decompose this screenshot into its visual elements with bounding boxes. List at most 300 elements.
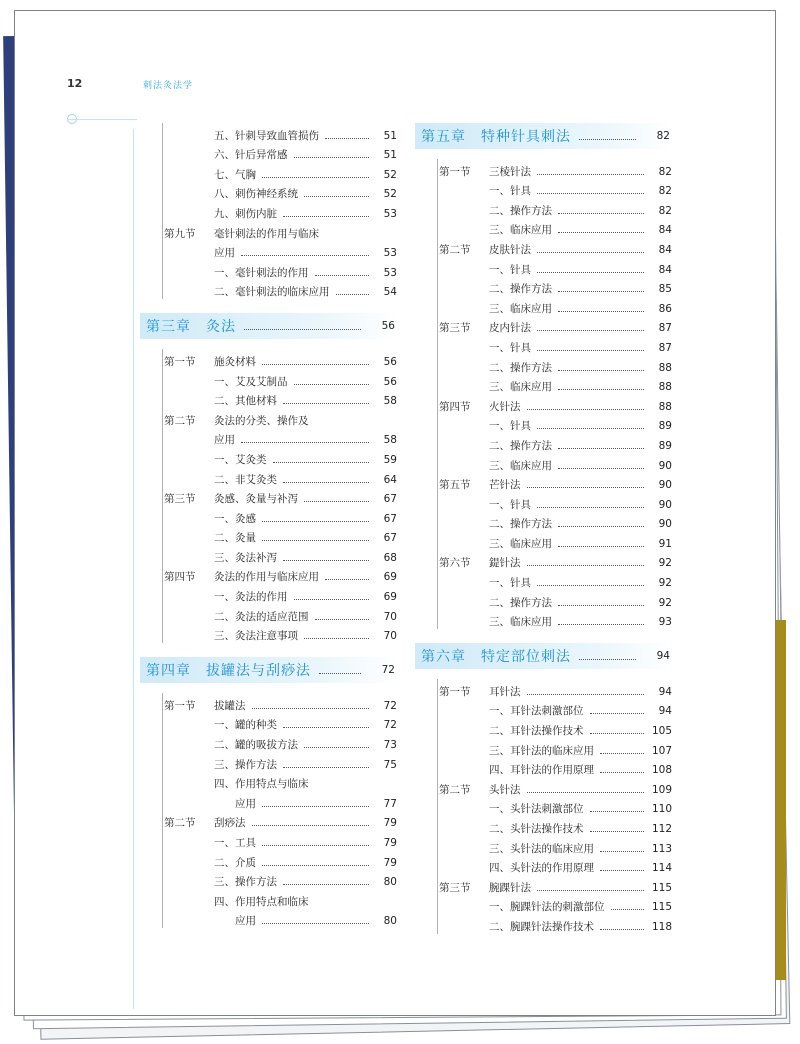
dot-leader [304, 746, 369, 748]
dot-leader [283, 726, 369, 728]
toc-item-entry[interactable] [164, 447, 397, 467]
toc-item-entry[interactable] [439, 198, 672, 218]
toc-section-entry[interactable] [439, 159, 672, 179]
dot-leader [262, 363, 369, 365]
dot-leader [319, 672, 361, 674]
dot-leader [579, 138, 636, 140]
dot-leader [325, 578, 369, 580]
entry-page: 88 [658, 361, 672, 374]
entry-page: 114 [651, 862, 672, 875]
dot-leader [325, 137, 369, 139]
entry-title: 三、灸法补泻 [214, 551, 277, 564]
chapter-page: 56 [381, 320, 395, 333]
toc-item-entry[interactable] [439, 414, 672, 434]
entry-page: 84 [658, 224, 672, 237]
entry-page: 52 [383, 168, 397, 181]
chapter-title: 第五章 特种针具刺法 [421, 129, 571, 145]
entry-title: 拔罐法 [214, 699, 246, 712]
dot-leader [283, 559, 369, 561]
toc-item-entry[interactable] [439, 355, 672, 375]
toc-item-entry[interactable] [164, 889, 397, 909]
toc-section-entry[interactable] [164, 349, 397, 369]
entry-title: 应用 [214, 434, 235, 447]
entry-title: 八、刺伤神经系统 [214, 188, 298, 201]
dot-leader [241, 441, 369, 443]
entry-page: 91 [658, 537, 672, 550]
entry-page: 53 [383, 247, 397, 260]
entry-title: 皮内针法 [489, 322, 531, 335]
toc-section-entry[interactable] [439, 551, 672, 571]
entry-title: 一、艾及艾制品 [214, 375, 288, 388]
entry-page: 82 [658, 165, 672, 178]
toc-item-entry[interactable] [164, 182, 397, 202]
entry-page: 68 [383, 551, 397, 564]
entry-page: 58 [383, 395, 397, 408]
dot-leader [537, 349, 644, 351]
dot-leader [579, 658, 636, 660]
section-number: 第二节 [439, 783, 471, 796]
entry-title: 二、耳针法操作技术 [489, 725, 584, 738]
entry-page: 51 [383, 149, 397, 162]
toc-section-entry[interactable] [164, 408, 397, 428]
entry-title: 头针法 [489, 783, 521, 796]
toc-item-entry[interactable] [439, 257, 672, 277]
toc-item-entry[interactable] [164, 123, 397, 143]
toc-item-entry[interactable] [164, 526, 397, 546]
entry-page: 118 [651, 920, 672, 933]
dot-leader [600, 771, 644, 773]
dot-leader [262, 176, 369, 178]
section-number: 第二节 [164, 817, 196, 830]
dot-leader [558, 623, 644, 625]
entry-page: 115 [651, 881, 672, 894]
toc-item-entry[interactable] [164, 280, 397, 300]
entry-title: 二、操作方法 [489, 283, 552, 296]
section-number: 第四节 [164, 571, 196, 584]
entry-title: 四、耳针法的作用原理 [489, 764, 594, 777]
toc-item-entry[interactable] [164, 506, 397, 526]
entry-title: 灸法的作用与临床应用 [214, 571, 319, 584]
entry-title: 三、临床应用 [489, 302, 552, 315]
entry-page: 73 [383, 739, 397, 752]
dot-leader [600, 869, 644, 871]
toc-item-entry[interactable] [439, 296, 672, 316]
entry-title: 二、腕踝针法操作技术 [489, 920, 594, 933]
dot-leader [527, 791, 645, 793]
toc-section-entry[interactable] [164, 221, 397, 241]
dot-leader [558, 369, 644, 371]
entry-page: 112 [651, 823, 672, 835]
chapter-title: 第四章 拔罐法与刮痧法 [146, 663, 311, 680]
entry-title: 二、罐的吸拔方法 [214, 739, 298, 752]
entry-page: 70 [383, 630, 397, 643]
entry-title: 七、气胸 [214, 168, 256, 181]
entry-page: 69 [383, 571, 397, 584]
dot-leader [262, 520, 369, 522]
dot-leader [283, 215, 369, 217]
toc-item-entry[interactable] [164, 830, 397, 850]
entry-title: 二、非艾灸类 [214, 473, 277, 486]
entry-page: 67 [383, 493, 397, 506]
toc-item-entry[interactable] [439, 375, 672, 395]
toc-item-entry[interactable] [164, 850, 397, 870]
entry-title: 火针法 [489, 400, 521, 413]
toc-item-entry[interactable] [439, 512, 672, 532]
dot-leader [558, 604, 644, 606]
dot-leader [262, 539, 369, 541]
dot-leader [315, 786, 370, 787]
toc-item-entry[interactable] [164, 143, 397, 163]
entry-page: 89 [658, 420, 672, 433]
decorative-rule [133, 129, 134, 1009]
toc-item-entry[interactable] [164, 604, 397, 624]
entry-page: 88 [658, 400, 672, 413]
toc-section-entry[interactable] [164, 693, 397, 713]
toc-item-entry[interactable] [439, 570, 672, 590]
entry-page: 86 [658, 302, 672, 315]
toc-item-entry[interactable] [164, 428, 397, 448]
entry-page: 56 [383, 375, 397, 388]
entry-title: 二、操作方法 [489, 204, 552, 217]
section-number: 第三节 [439, 322, 471, 335]
dot-leader [537, 506, 644, 508]
entry-page: 107 [651, 744, 672, 757]
dot-leader [537, 427, 644, 429]
dot-leader [252, 707, 370, 709]
entry-title: 四、头针法的作用原理 [489, 862, 594, 875]
entry-page: 80 [383, 876, 397, 889]
toc-item-entry[interactable] [164, 260, 397, 280]
dot-leader [558, 467, 644, 469]
toc-item-entry[interactable] [164, 389, 397, 409]
toc-item-entry[interactable] [164, 201, 397, 221]
dot-leader [558, 310, 644, 312]
toc-item-entry[interactable] [439, 179, 672, 199]
entry-page: 90 [658, 459, 672, 472]
toc-item-entry[interactable] [439, 453, 672, 473]
toc-item-entry[interactable] [164, 732, 397, 752]
toc-item-entry[interactable] [439, 335, 672, 355]
entry-title: 六、针后异常感 [214, 149, 288, 162]
dot-leader [537, 192, 644, 194]
entry-page: 53 [383, 207, 397, 220]
toc-item-entry[interactable] [439, 277, 672, 297]
section-number: 第二节 [439, 243, 471, 256]
entry-title: 三、耳针法的临床应用 [489, 744, 594, 757]
dot-leader [537, 173, 644, 175]
toc-section-entry[interactable] [439, 875, 672, 895]
dot-leader [611, 908, 645, 910]
entry-title: 一、针具 [489, 498, 531, 511]
entry-title: 毫针刺法的作用与临床 [214, 227, 319, 240]
entry-title: 四、作用特点与临床 [214, 778, 309, 791]
entry-title: 二、毫针刺法的临床应用 [214, 286, 330, 299]
entry-title: 九、刺伤内脏 [214, 207, 277, 220]
entry-page: 84 [658, 263, 672, 276]
toc-section-entry[interactable] [439, 777, 672, 797]
dot-leader [537, 271, 644, 273]
entry-page: 84 [658, 243, 672, 256]
entry-title: 四、作用特点和临床 [214, 895, 309, 908]
dot-leader [558, 290, 644, 292]
toc-item-entry[interactable] [439, 758, 672, 778]
entry-title: 二、操作方法 [489, 439, 552, 452]
entry-title: 二、操作方法 [489, 518, 552, 531]
dot-leader [262, 864, 369, 866]
entry-title: 三、临床应用 [489, 381, 552, 394]
toc-item-entry[interactable] [164, 545, 397, 565]
entry-page: 52 [383, 188, 397, 201]
toc-item-entry[interactable] [164, 752, 397, 772]
entry-page: 93 [658, 616, 672, 629]
dot-leader [283, 402, 369, 404]
toc-section-entry[interactable] [164, 487, 397, 507]
entry-title: 三、灸法注意事项 [214, 630, 298, 643]
toc-item-entry[interactable] [164, 584, 397, 604]
entry-page: 92 [658, 577, 672, 590]
chapter-title: 第六章 特定部位刺法 [421, 649, 571, 666]
entry-title: 三、操作方法 [214, 758, 277, 771]
dot-leader [304, 195, 369, 197]
dot-leader [262, 805, 369, 807]
toc-block [140, 349, 397, 643]
entry-title: 一、灸法的作用 [214, 591, 288, 604]
chapter-page: 72 [381, 664, 395, 677]
entry-title: 鍉针法 [489, 557, 521, 570]
section-number: 第一节 [439, 165, 471, 178]
toc-section-entry[interactable] [164, 811, 397, 831]
toc-section-entry[interactable] [439, 473, 672, 493]
entry-title: 灸法的分类、操作及 [214, 414, 309, 427]
dot-leader [336, 293, 370, 295]
section-number: 第五节 [439, 479, 471, 492]
chapter-heading[interactable] [140, 313, 397, 339]
toc-item-entry[interactable] [164, 467, 397, 487]
entry-title: 一、毫针刺法的作用 [214, 266, 309, 279]
toc-item-entry[interactable] [164, 624, 397, 644]
dot-leader [527, 693, 645, 695]
entry-page: 69 [383, 591, 397, 604]
entry-title: 二、操作方法 [489, 361, 552, 374]
dot-leader [590, 830, 645, 832]
entry-page: 87 [658, 341, 672, 354]
entry-title: 一、针具 [489, 420, 531, 433]
toc-page [14, 10, 776, 1016]
entry-page: 54 [383, 286, 397, 299]
dot-leader [252, 824, 370, 826]
chapter-page: 82 [656, 130, 670, 142]
entry-page: 75 [383, 758, 397, 771]
toc-item-entry[interactable] [439, 610, 672, 630]
entry-page: 88 [658, 381, 672, 394]
chapter-page: 94 [656, 650, 670, 663]
toc-item-entry[interactable] [164, 241, 397, 261]
entry-page: 89 [658, 439, 672, 452]
toc-item-entry[interactable] [164, 791, 397, 811]
toc-section-entry[interactable] [439, 316, 672, 336]
entry-page: 67 [383, 512, 397, 525]
entry-title: 一、针具 [489, 185, 531, 198]
toc-section-entry[interactable] [439, 237, 672, 257]
toc-section-entry[interactable] [439, 679, 672, 699]
entry-page: 56 [383, 355, 397, 368]
toc-item-entry[interactable] [439, 590, 672, 610]
dot-leader [283, 481, 369, 483]
dot-leader [325, 236, 369, 237]
toc-item-entry[interactable] [164, 909, 397, 929]
running-head: 刺法灸法学 [143, 81, 194, 91]
entry-title: 一、灸感 [214, 512, 256, 525]
dot-leader [262, 922, 369, 924]
dot-leader [262, 844, 369, 846]
entry-page: 59 [383, 453, 397, 466]
dot-leader [315, 618, 370, 620]
toc-item-entry[interactable] [439, 699, 672, 719]
dot-leader [294, 598, 370, 600]
chapter-heading[interactable] [415, 643, 672, 669]
entry-page: 82 [658, 185, 672, 198]
entry-page: 80 [383, 915, 397, 928]
entry-title: 灸感、灸量与补泻 [214, 493, 298, 506]
entry-title: 二、介质 [214, 856, 256, 869]
toc-item-entry[interactable] [439, 895, 672, 915]
dot-leader [527, 486, 645, 488]
section-number: 第一节 [439, 685, 471, 698]
section-number: 第二节 [164, 414, 196, 427]
dot-leader [600, 850, 644, 852]
toc-section-entry[interactable] [439, 394, 672, 414]
toc-block [415, 159, 672, 629]
entry-page: 77 [383, 797, 397, 810]
toc-item-entry[interactable] [439, 718, 672, 738]
decorative-rule [67, 119, 137, 120]
dot-leader [294, 156, 370, 158]
toc-item-entry[interactable] [439, 218, 672, 238]
toc-item-entry[interactable] [164, 870, 397, 890]
section-number: 第三节 [439, 881, 471, 894]
toc-item-entry[interactable] [439, 816, 672, 836]
entry-page: 67 [383, 532, 397, 545]
entry-page: 90 [658, 498, 672, 511]
dot-leader [537, 251, 644, 253]
toc-item-entry[interactable] [439, 492, 672, 512]
dot-leader [283, 883, 369, 885]
entry-title: 刮痧法 [214, 817, 246, 830]
entry-page: 70 [383, 610, 397, 623]
entry-page: 90 [658, 518, 672, 531]
dot-leader [527, 564, 645, 566]
toc-column-right [415, 123, 672, 934]
dot-leader [558, 525, 644, 527]
entry-title: 三、操作方法 [214, 876, 277, 889]
entry-title: 二、操作方法 [489, 596, 552, 609]
toc-column-left [140, 123, 397, 928]
entry-title: 耳针法 [489, 685, 521, 698]
entry-page: 115 [651, 901, 672, 914]
page-number: 12 [67, 77, 83, 90]
dot-leader [304, 637, 369, 639]
dot-leader [590, 712, 645, 714]
dot-leader [600, 752, 644, 754]
entry-title: 一、针具 [489, 263, 531, 276]
entry-page: 79 [383, 856, 397, 869]
entry-title: 皮肤针法 [489, 243, 531, 256]
dot-leader [600, 928, 644, 930]
entry-title: 三棱针法 [489, 165, 531, 178]
toc-block [140, 123, 397, 299]
toc-item-entry[interactable] [439, 797, 672, 817]
entry-title: 一、罐的种类 [214, 719, 277, 732]
toc-section-entry[interactable] [164, 565, 397, 585]
toc-item-entry[interactable] [439, 836, 672, 856]
toc-item-entry[interactable] [164, 772, 397, 792]
section-number: 第六节 [439, 557, 471, 570]
entry-title: 二、灸量 [214, 532, 256, 545]
dot-leader [315, 274, 370, 276]
toc-item-entry[interactable] [439, 738, 672, 758]
dot-leader [558, 231, 644, 233]
entry-page: 51 [383, 129, 397, 142]
dot-leader [558, 388, 644, 390]
dot-leader [537, 889, 644, 891]
entry-title: 芒针法 [489, 479, 521, 492]
toc-item-entry[interactable] [439, 856, 672, 876]
dot-leader [527, 408, 645, 410]
toc-item-entry[interactable] [164, 162, 397, 182]
dot-leader [558, 212, 644, 214]
toc-item-entry[interactable] [439, 914, 672, 934]
chapter-title: 第三章 灸法 [146, 319, 236, 336]
entry-title: 一、针具 [489, 341, 531, 354]
entry-title: 应用 [214, 915, 256, 928]
chapter-heading[interactable] [415, 123, 672, 149]
toc-item-entry[interactable] [164, 369, 397, 389]
entry-page: 92 [658, 557, 672, 570]
entry-page: 113 [651, 842, 672, 855]
entry-page: 94 [658, 685, 672, 698]
dot-leader [273, 461, 370, 463]
section-number: 第三节 [164, 493, 196, 506]
entry-page: 92 [658, 596, 672, 609]
entry-title: 应用 [214, 247, 235, 260]
entry-title: 施灸材料 [214, 355, 256, 368]
entry-page: 79 [383, 837, 397, 849]
toc-block [415, 679, 672, 934]
entry-title: 一、工具 [214, 837, 256, 849]
chapter-heading[interactable] [140, 657, 397, 683]
entry-page: 109 [651, 783, 672, 796]
toc-item-entry[interactable] [439, 531, 672, 551]
dot-leader [558, 545, 644, 547]
entry-title: 三、临床应用 [489, 537, 552, 550]
dot-leader [315, 423, 370, 424]
dot-leader [315, 904, 370, 905]
entry-page: 72 [383, 719, 397, 732]
entry-title: 二、灸法的适应范围 [214, 610, 309, 623]
entry-title: 二、头针法操作技术 [489, 823, 584, 835]
toc-block [140, 693, 397, 928]
entry-page: 72 [383, 699, 397, 712]
dot-leader [241, 254, 369, 256]
dot-leader [537, 329, 644, 331]
toc-item-entry[interactable] [439, 433, 672, 453]
section-number: 第一节 [164, 699, 196, 712]
entry-title: 一、针具 [489, 577, 531, 590]
entry-title: 腕踝针法 [489, 881, 531, 894]
toc-item-entry[interactable] [164, 713, 397, 733]
entry-title: 三、临床应用 [489, 616, 552, 629]
entry-title: 二、其他材料 [214, 395, 277, 408]
